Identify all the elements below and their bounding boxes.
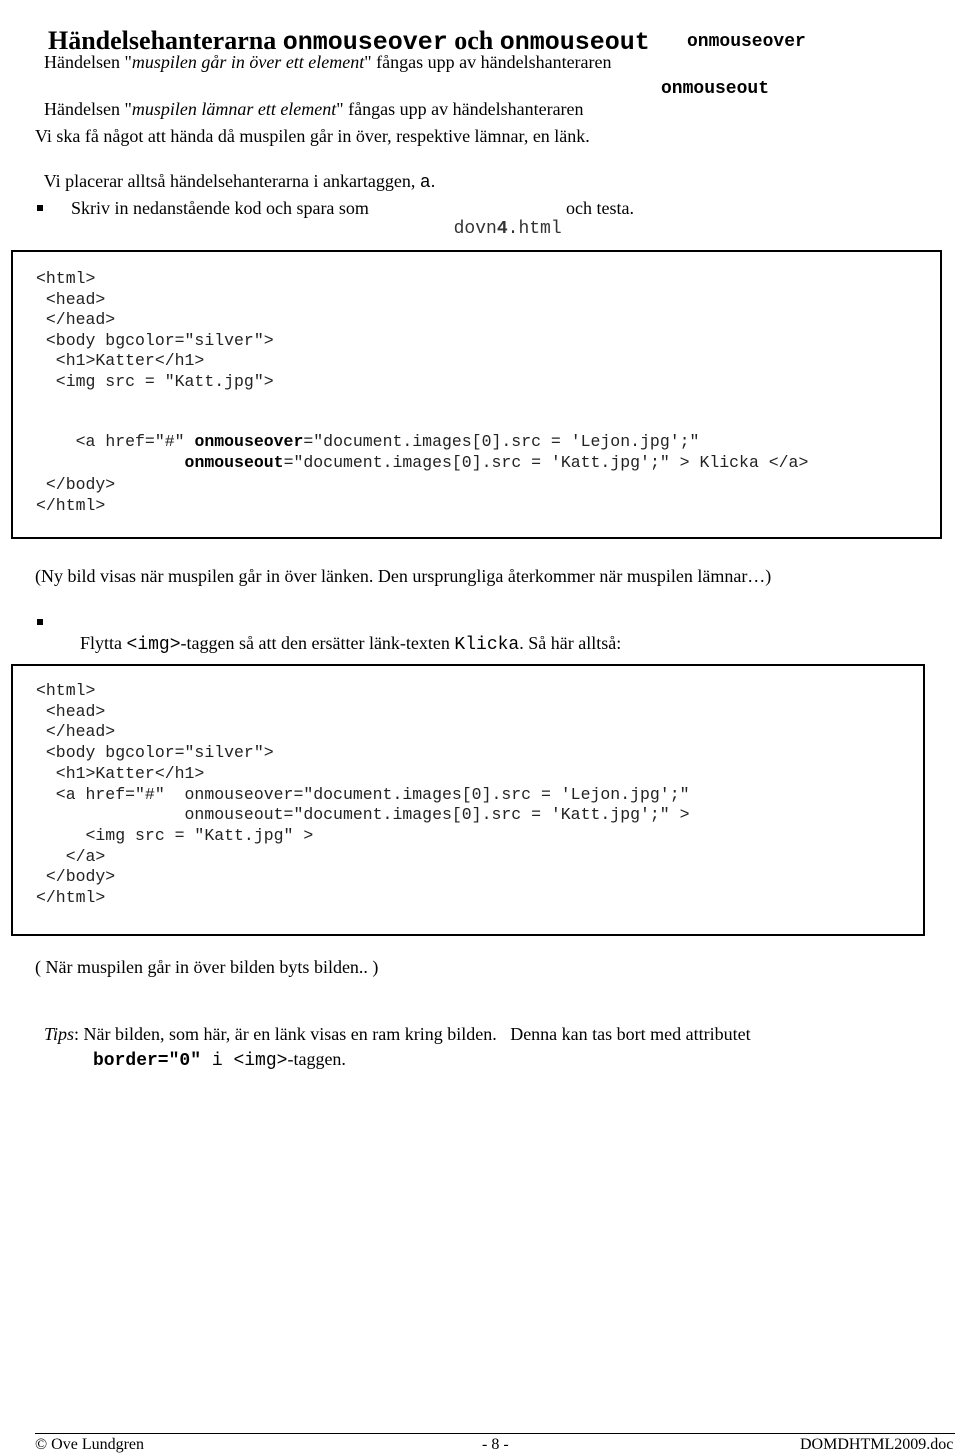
code2-line-8: <img src = "Katt.jpg" > — [36, 826, 314, 845]
code1-l7-a: <a href="#" — [55, 432, 195, 451]
code2-line-2: <head> — [36, 702, 106, 721]
p2-tail: " fångas upp av händelshanteraren — [336, 99, 584, 119]
code2-line-3: </head> — [36, 722, 116, 741]
p1-emphasis: muspilen går in över ett element — [131, 52, 365, 72]
bullet-1-tail: och testa. — [566, 198, 634, 218]
footer-author: © Ove Lundgren — [35, 1436, 145, 1453]
p3-line2-code: a — [419, 173, 431, 193]
code1-line-8 — [36, 434, 808, 472]
code1-line-5: <h1>Katter</h1> — [36, 351, 205, 370]
p2-code: onmouseout — [661, 79, 770, 99]
p1-tail: " fångas upp av händelshanteraren — [364, 52, 612, 72]
code2-line-4: <body bgcolor="silver"> — [36, 743, 274, 762]
paragraph-intro-line1: Vi ska få något att hända då muspilen går in över, respektive lämnar, en länk. — [35, 126, 590, 146]
code1-line-9: </body> — [36, 475, 116, 494]
title-prefix: Händelsehanterarna — [48, 26, 283, 55]
tips-end: -taggen. — [287, 1049, 346, 1069]
code1-line-2: <head> — [36, 290, 106, 309]
bullet-2-part-2: -taggen så att den ersätter länk-texten — [180, 633, 455, 653]
title-mid: och — [447, 26, 500, 55]
bullet-2-text — [71, 612, 621, 655]
code1-line-3: </head> — [36, 310, 116, 329]
code1-line-6: <img src = "Katt.jpg"> — [36, 372, 274, 391]
bullet-2-code-img: <img> — [126, 635, 181, 655]
code1-l8-c: ="document.images[0].src = 'Katt.jpg';" > Klicka </a> — [283, 453, 809, 472]
title-code-onmouseover: onmouseover — [282, 28, 448, 57]
p3-line2-text: Vi placerar alltså händelsehanterarna i ankartaggen, — [43, 171, 420, 191]
tips-text: : När bilden, som här, är en länk visas en ram kring bilden. Denna kan tas bort med attributet — [74, 1024, 751, 1044]
bullet-2-code-klicka: Klicka — [454, 635, 520, 655]
bullet-1-text: Skriv in nedanstående kod och spara som — [71, 198, 369, 218]
bullet-marker-1 — [37, 205, 43, 211]
title-code-onmouseout: onmouseout — [499, 28, 650, 57]
code2-line-6: <a href="#" onmouseover="document.images[0].src = 'Lejon.jpg';" — [36, 785, 690, 804]
code1-l8-a — [56, 453, 185, 472]
code2-line-10: </body> — [36, 867, 116, 886]
code1-l7-c: ="document.images[0].src = 'Lejon.jpg';" — [303, 432, 700, 451]
p2-emphasis: muspilen lämnar ett element — [131, 99, 337, 119]
filename-part-c: .html — [507, 219, 562, 239]
paragraph-onmouseout — [35, 78, 584, 120]
footer-page-number: - 8 - — [482, 1436, 509, 1453]
p1-code: onmouseover — [687, 32, 806, 52]
tips-code-img: <img> — [233, 1051, 288, 1071]
footer-filename: DOMDHTML2009.doc — [800, 1436, 954, 1453]
paragraph-intro-line2 — [35, 150, 435, 193]
filename-part-b: 4 — [496, 219, 508, 239]
footer-rule — [35, 1433, 955, 1434]
bullet-1-filename — [432, 199, 562, 239]
p1-text: Händelsen " — [44, 52, 132, 72]
code1-line-4: <body bgcolor="silver"> — [36, 331, 274, 350]
code2-line-11: </html> — [36, 888, 106, 907]
code1-line-1: <html> — [36, 269, 96, 288]
p2-text: Händelsen " — [44, 99, 132, 119]
bullet-2-part-3: . Så här alltså: — [519, 633, 622, 653]
note-1: (Ny bild visas när muspilen går in över länken. Den ursprungliga återkommer när muspilen lämnar…) — [35, 566, 772, 586]
tips-code-border: border="0" — [93, 1051, 202, 1071]
code2-line-7: onmouseout="document.images[0].src = 'Katt.jpg';" > — [36, 805, 690, 824]
filename-part-a: dovn — [453, 219, 497, 239]
p3-line2-end: . — [430, 171, 436, 191]
tips-label: Tips — [44, 1024, 75, 1044]
tips-mid: i — [201, 1051, 234, 1071]
code2-line-9: </a> — [36, 847, 106, 866]
bullet-marker-2 — [37, 619, 43, 625]
note-2: ( När muspilen går in över bilden byts bilden.. ) — [35, 957, 379, 977]
code2-line-5: <h1>Katter</h1> — [36, 764, 205, 783]
bullet-2-part-1: Flytta — [80, 633, 127, 653]
code-box-1 — [11, 250, 942, 539]
paragraph-onmouseover — [35, 31, 612, 73]
code1-l7-onmouseover: onmouseover — [194, 432, 304, 451]
code1-l8-onmouseout: onmouseout — [184, 453, 284, 472]
code2-line-1: <html> — [36, 681, 96, 700]
tips-line-2 — [84, 1028, 346, 1071]
code1-line-10: </html> — [36, 496, 106, 515]
